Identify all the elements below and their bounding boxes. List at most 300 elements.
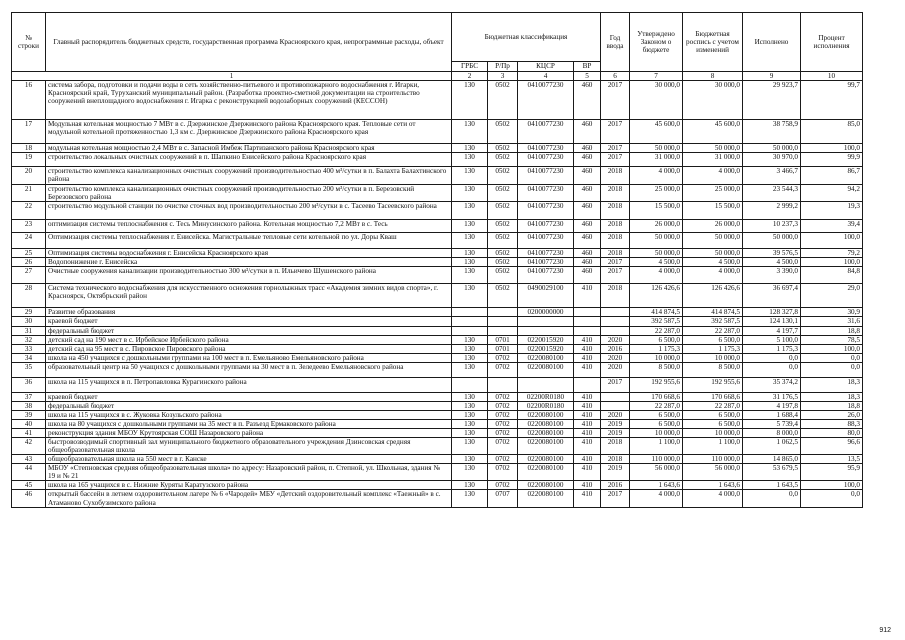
cell-executed: 35 374,2 xyxy=(743,377,801,392)
header-grbs: ГРБС xyxy=(452,62,488,72)
cell-object-name: федеральный бюджет xyxy=(46,326,452,335)
table-row xyxy=(12,490,863,507)
cell-percent: 99,9 xyxy=(801,153,863,167)
table-row xyxy=(12,464,863,481)
header-classification: Бюджетная классификация xyxy=(452,13,601,62)
cell-kcsr: 0410077230 xyxy=(518,258,574,267)
cell-row-number: 43 xyxy=(12,455,46,464)
cell-kcsr: 0220080100 xyxy=(518,419,574,428)
cell-executed: 0,0 xyxy=(743,490,801,507)
cell-year xyxy=(601,401,630,410)
cell-executed: 50 000,0 xyxy=(743,233,801,249)
cell-grbs: 130 xyxy=(452,249,488,258)
cell-object-name: реконструкция здания МБОУ Крутоярская СОШ Назаровского района xyxy=(46,429,452,438)
cell-rpr: 0502 xyxy=(488,81,518,120)
column-number: 4 xyxy=(518,72,574,81)
cell-schedule: 25 000,0 xyxy=(683,185,743,202)
cell-vr: 410 xyxy=(574,481,601,490)
cell-percent: 88,3 xyxy=(801,419,863,428)
cell-grbs: 130 xyxy=(452,490,488,507)
cell-approved: 22 287,0 xyxy=(630,401,683,410)
cell-object-name: строительство комплекса канализационных очистных сооружений производительностью 200 м³/сутки в п. Березовский Березовского района xyxy=(46,185,452,202)
table-header xyxy=(12,13,863,81)
cell-object-name: строительство комплекса канализационных очистных сооружений производительностью 400 м³/сутки в п. Балахта Балахтинского района xyxy=(46,167,452,185)
table-row xyxy=(12,377,863,392)
cell-year: 2019 xyxy=(601,429,630,438)
cell-kcsr: 02200R0180 xyxy=(518,392,574,401)
cell-percent: 99,7 xyxy=(801,81,863,120)
cell-year xyxy=(601,326,630,335)
cell-kcsr: 0220080100 xyxy=(518,438,574,455)
cell-percent: 86,7 xyxy=(801,167,863,185)
cell-row-number: 25 xyxy=(12,249,46,258)
header-name: Главный распорядитель бюджетных средств, государственная программа Красноярского края, непрограммные расходы, объект xyxy=(46,13,452,72)
cell-year: 2018 xyxy=(601,284,630,308)
cell-vr: 460 xyxy=(574,120,601,144)
table-row xyxy=(12,410,863,419)
column-number: 2 xyxy=(452,72,488,81)
cell-year: 2017 xyxy=(601,490,630,507)
cell-schedule: 414 874,5 xyxy=(683,308,743,317)
cell-executed: 124 130,1 xyxy=(743,317,801,326)
cell-object-name: краевой бюджет xyxy=(46,317,452,326)
cell-year: 2019 xyxy=(601,419,630,428)
cell-row-number: 32 xyxy=(12,335,46,344)
cell-schedule: 1 643,6 xyxy=(683,481,743,490)
cell-row-number: 44 xyxy=(12,464,46,481)
cell-schedule: 392 587,5 xyxy=(683,317,743,326)
cell-rpr: 0702 xyxy=(488,455,518,464)
cell-object-name: МБОУ «Степновская средняя общеобразовательная школа» по адресу: Назаровский район, п. Степной, ул. Школьная, здания № 19 и № 21 xyxy=(46,464,452,481)
cell-kcsr: 0410077230 xyxy=(518,167,574,185)
cell-object-name: образовательный центр на 50 учащихся с дошкольными группами на 30 мест в п. Зеледеево Емельяновского района xyxy=(46,362,452,377)
cell-executed: 4 197,7 xyxy=(743,326,801,335)
cell-object-name: Оптимизация системы теплоснабжения г. Енисейска. Магистральные тепловые сети котельной по ул. Доры Кваш xyxy=(46,233,452,249)
table-row xyxy=(12,481,863,490)
cell-year: 2018 xyxy=(601,185,630,202)
cell-vr: 460 xyxy=(574,167,601,185)
table-row xyxy=(12,317,863,326)
cell-rpr: 0702 xyxy=(488,438,518,455)
cell-object-name: общеобразовательная школа на 550 мест в г. Канске xyxy=(46,455,452,464)
cell-rpr: 0502 xyxy=(488,233,518,249)
cell-schedule: 192 955,6 xyxy=(683,377,743,392)
cell-vr: 410 xyxy=(574,362,601,377)
cell-object-name: Водопонижение г. Енисейска xyxy=(46,258,452,267)
cell-vr: 410 xyxy=(574,284,601,308)
cell-percent: 0,0 xyxy=(801,353,863,362)
cell-kcsr: 0220080100 xyxy=(518,490,574,507)
cell-approved: 110 000,0 xyxy=(630,455,683,464)
cell-approved: 45 600,0 xyxy=(630,120,683,144)
table-row xyxy=(12,401,863,410)
cell-schedule: 30 000,0 xyxy=(683,81,743,120)
cell-vr: 460 xyxy=(574,233,601,249)
cell-rpr: 0707 xyxy=(488,490,518,507)
cell-executed: 3 390,0 xyxy=(743,267,801,284)
cell-approved: 6 500,0 xyxy=(630,419,683,428)
cell-year: 2017 xyxy=(601,258,630,267)
cell-grbs: 130 xyxy=(452,353,488,362)
cell-object-name: детский сад на 190 мест в с. Ирбейское Ирбейского района xyxy=(46,335,452,344)
cell-row-number: 39 xyxy=(12,410,46,419)
cell-kcsr: 0220080100 xyxy=(518,464,574,481)
cell-executed: 29 923,7 xyxy=(743,81,801,120)
cell-percent: 79,2 xyxy=(801,249,863,258)
table-row xyxy=(12,419,863,428)
cell-approved: 8 500,0 xyxy=(630,362,683,377)
table-body xyxy=(12,81,863,508)
cell-year xyxy=(601,308,630,317)
cell-row-number: 41 xyxy=(12,429,46,438)
cell-executed: 10 237,3 xyxy=(743,220,801,233)
cell-vr xyxy=(574,326,601,335)
cell-year: 2018 xyxy=(601,233,630,249)
cell-rpr: 0702 xyxy=(488,419,518,428)
cell-row-number: 26 xyxy=(12,258,46,267)
cell-schedule: 15 500,0 xyxy=(683,202,743,220)
cell-kcsr: 0220015920 xyxy=(518,344,574,353)
cell-percent: 29,0 xyxy=(801,284,863,308)
cell-schedule: 50 000,0 xyxy=(683,144,743,153)
cell-vr xyxy=(574,317,601,326)
cell-percent: 18,8 xyxy=(801,326,863,335)
cell-approved: 1 175,3 xyxy=(630,344,683,353)
header-schedule: Бюджетная роспись с учетом изменений xyxy=(683,13,743,72)
cell-approved: 56 000,0 xyxy=(630,464,683,481)
cell-row-number: 23 xyxy=(12,220,46,233)
table-row xyxy=(12,233,863,249)
cell-percent: 18,3 xyxy=(801,377,863,392)
cell-year: 2016 xyxy=(601,481,630,490)
cell-kcsr: 0410077230 xyxy=(518,220,574,233)
cell-object-name: детский сад на 95 мест в с. Пировское Пировского района xyxy=(46,344,452,353)
cell-schedule: 6 500,0 xyxy=(683,410,743,419)
cell-object-name: краевой бюджет xyxy=(46,392,452,401)
cell-year: 2018 xyxy=(601,455,630,464)
cell-executed: 1 062,5 xyxy=(743,438,801,455)
cell-object-name: школа на 165 учащихся в с. Нижние Куряты Каратузского района xyxy=(46,481,452,490)
cell-row-number: 42 xyxy=(12,438,46,455)
cell-percent: 96,6 xyxy=(801,438,863,455)
table-row xyxy=(12,167,863,185)
cell-year: 2017 xyxy=(601,377,630,392)
cell-schedule: 10 000,0 xyxy=(683,353,743,362)
cell-grbs xyxy=(452,326,488,335)
cell-row-number: 33 xyxy=(12,344,46,353)
cell-object-name: федеральный бюджет xyxy=(46,401,452,410)
cell-vr: 410 xyxy=(574,353,601,362)
cell-schedule: 45 600,0 xyxy=(683,120,743,144)
cell-year: 2018 xyxy=(601,438,630,455)
cell-grbs: 130 xyxy=(452,401,488,410)
table-row xyxy=(12,249,863,258)
cell-schedule: 110 000,0 xyxy=(683,455,743,464)
cell-approved: 192 955,6 xyxy=(630,377,683,392)
cell-object-name: Система технического водоснабжения для искусственного оснежения горнолыжных трасс «Академия зимних видов спорта», г. Красноярск, Октябрьский район xyxy=(46,284,452,308)
cell-executed: 1 175,3 xyxy=(743,344,801,353)
cell-object-name: быстровозводимый спортивный зал муниципального бюджетного образовательного учреждения Дзинсовская средняя общеобразовательная школа xyxy=(46,438,452,455)
cell-year: 2017 xyxy=(601,81,630,120)
cell-rpr: 0502 xyxy=(488,144,518,153)
cell-year: 2019 xyxy=(601,464,630,481)
cell-percent: 85,0 xyxy=(801,120,863,144)
cell-rpr: 0502 xyxy=(488,167,518,185)
cell-object-name: система забора, подготовки и подачи воды в сеть хозяйственно-питьевого и противопожарного водоснабжения г. Игарки, Красноярский край, Туруханский муниципальный район. (Разработка проектно-сметной документации на строительство сооружений внеплощадного водоснабжения г. Игарка с реконструкцией водозаборных сооружений (КЕССОН) xyxy=(46,81,452,120)
cell-kcsr: 0220080100 xyxy=(518,481,574,490)
cell-vr: 460 xyxy=(574,220,601,233)
cell-executed: 4 197,8 xyxy=(743,401,801,410)
cell-object-name: оптимизация системы теплоснабжения с. Тесь Минусинского района. Котельная мощностью 7,2 МВт в с. Тесь xyxy=(46,220,452,233)
cell-vr: 460 xyxy=(574,144,601,153)
column-number-row xyxy=(12,72,863,81)
cell-kcsr: 0410077230 xyxy=(518,267,574,284)
table-row xyxy=(12,326,863,335)
cell-grbs: 130 xyxy=(452,438,488,455)
column-number: 7 xyxy=(630,72,683,81)
cell-rpr: 0502 xyxy=(488,284,518,308)
cell-executed: 0,0 xyxy=(743,353,801,362)
table-row xyxy=(12,438,863,455)
cell-grbs: 130 xyxy=(452,344,488,353)
column-number: 1 xyxy=(12,72,452,81)
header-row-number: № строки xyxy=(12,13,46,72)
cell-kcsr: 0410077230 xyxy=(518,233,574,249)
cell-vr: 460 xyxy=(574,267,601,284)
column-number: 9 xyxy=(743,72,801,81)
cell-percent: 84,8 xyxy=(801,267,863,284)
table-row xyxy=(12,335,863,344)
table-row xyxy=(12,344,863,353)
cell-percent: 100,0 xyxy=(801,144,863,153)
cell-vr: 410 xyxy=(574,401,601,410)
cell-row-number: 16 xyxy=(12,81,46,120)
table-row xyxy=(12,267,863,284)
cell-object-name: школа на 115 учащихся в п. Петропавловка Курагинского района xyxy=(46,377,452,392)
header-year: Год ввода xyxy=(601,13,630,72)
cell-percent: 31,6 xyxy=(801,317,863,326)
cell-schedule: 4 000,0 xyxy=(683,490,743,507)
cell-vr: 460 xyxy=(574,249,601,258)
cell-object-name: школа на 450 учащихся с дошкольными группами на 100 мест в п. Емельяново Емельяновского района xyxy=(46,353,452,362)
table-row xyxy=(12,220,863,233)
cell-kcsr: 0410077230 xyxy=(518,185,574,202)
cell-grbs: 130 xyxy=(452,81,488,120)
table-row xyxy=(12,455,863,464)
cell-percent: 78,5 xyxy=(801,335,863,344)
table-row xyxy=(12,185,863,202)
cell-schedule: 170 668,6 xyxy=(683,392,743,401)
column-number: 8 xyxy=(683,72,743,81)
cell-approved: 6 500,0 xyxy=(630,335,683,344)
cell-executed: 1 643,5 xyxy=(743,481,801,490)
cell-grbs: 130 xyxy=(452,185,488,202)
cell-kcsr: 0410077230 xyxy=(518,202,574,220)
cell-schedule: 22 287,0 xyxy=(683,401,743,410)
cell-object-name: строительство модульной станции по очистке сточных вод производительностью 200 м³/сутки в с. Тасеево Тасеевского района xyxy=(46,202,452,220)
cell-vr: 460 xyxy=(574,153,601,167)
cell-year: 2020 xyxy=(601,362,630,377)
cell-kcsr: 0220015920 xyxy=(518,335,574,344)
cell-year: 2020 xyxy=(601,335,630,344)
cell-row-number: 21 xyxy=(12,185,46,202)
cell-rpr: 0502 xyxy=(488,258,518,267)
cell-row-number: 18 xyxy=(12,144,46,153)
header-kcsr: КЦСР xyxy=(518,62,574,72)
cell-schedule: 126 426,6 xyxy=(683,284,743,308)
cell-rpr: 0502 xyxy=(488,120,518,144)
cell-percent: 100,0 xyxy=(801,344,863,353)
cell-approved: 414 874,5 xyxy=(630,308,683,317)
cell-vr: 460 xyxy=(574,81,601,120)
cell-vr: 410 xyxy=(574,429,601,438)
cell-executed: 50 000,0 xyxy=(743,144,801,153)
cell-kcsr: 02200R0180 xyxy=(518,401,574,410)
cell-grbs: 130 xyxy=(452,392,488,401)
cell-rpr: 0502 xyxy=(488,267,518,284)
cell-vr: 460 xyxy=(574,185,601,202)
cell-year: 2016 xyxy=(601,344,630,353)
cell-percent: 18,3 xyxy=(801,392,863,401)
cell-approved: 31 000,0 xyxy=(630,153,683,167)
header-vr: ВР xyxy=(574,62,601,72)
cell-grbs: 130 xyxy=(452,267,488,284)
cell-row-number: 38 xyxy=(12,401,46,410)
document-sheet xyxy=(11,12,862,508)
cell-grbs: 130 xyxy=(452,429,488,438)
cell-grbs: 130 xyxy=(452,220,488,233)
cell-year: 2017 xyxy=(601,267,630,284)
cell-approved: 126 426,6 xyxy=(630,284,683,308)
cell-row-number: 24 xyxy=(12,233,46,249)
cell-row-number: 28 xyxy=(12,284,46,308)
cell-approved: 26 000,0 xyxy=(630,220,683,233)
cell-grbs: 130 xyxy=(452,144,488,153)
cell-approved: 10 000,0 xyxy=(630,429,683,438)
cell-approved: 4 000,0 xyxy=(630,167,683,185)
cell-row-number: 31 xyxy=(12,326,46,335)
cell-executed: 31 176,5 xyxy=(743,392,801,401)
cell-schedule: 10 000,0 xyxy=(683,429,743,438)
cell-kcsr xyxy=(518,326,574,335)
cell-object-name: школа на 115 учащихся в с. Жуковка Козульского района xyxy=(46,410,452,419)
cell-vr: 410 xyxy=(574,419,601,428)
cell-percent: 94,2 xyxy=(801,185,863,202)
table-row xyxy=(12,144,863,153)
cell-percent: 39,4 xyxy=(801,220,863,233)
table-row xyxy=(12,308,863,317)
cell-schedule: 22 287,0 xyxy=(683,326,743,335)
cell-year xyxy=(601,317,630,326)
cell-rpr: 0502 xyxy=(488,185,518,202)
cell-schedule: 4 500,0 xyxy=(683,258,743,267)
cell-row-number: 17 xyxy=(12,120,46,144)
cell-rpr: 0502 xyxy=(488,220,518,233)
cell-row-number: 46 xyxy=(12,490,46,507)
cell-grbs: 130 xyxy=(452,233,488,249)
cell-kcsr xyxy=(518,317,574,326)
cell-rpr: 0702 xyxy=(488,401,518,410)
table-row xyxy=(12,81,863,120)
cell-grbs: 130 xyxy=(452,258,488,267)
cell-row-number: 45 xyxy=(12,481,46,490)
cell-schedule: 31 000,0 xyxy=(683,153,743,167)
cell-percent: 30,9 xyxy=(801,308,863,317)
cell-object-name: модульная котельная мощностью 2,4 МВт в с. Запасной Имбеж Партизанского района Красноярского края xyxy=(46,144,452,153)
cell-vr: 410 xyxy=(574,490,601,507)
cell-vr: 410 xyxy=(574,392,601,401)
cell-vr xyxy=(574,308,601,317)
cell-object-name: строительство локальных очистных сооружений в п. Шапкино Енисейского района Красноярского края xyxy=(46,153,452,167)
cell-object-name: Модульная котельная мощностью 7 МВт в с. Дзержинское Дзержинского района Красноярского края. Тепловые сети от модульной котельной протяженностью 1,3 км с. Дзержинское Дзержинского района Красноярского края xyxy=(46,120,452,144)
cell-executed: 30 970,0 xyxy=(743,153,801,167)
cell-executed: 38 758,9 xyxy=(743,120,801,144)
cell-rpr: 0701 xyxy=(488,344,518,353)
cell-grbs: 130 xyxy=(452,167,488,185)
cell-approved: 6 500,0 xyxy=(630,410,683,419)
header-approved: Утверждено Законом о бюджете xyxy=(630,13,683,72)
cell-kcsr: 0220080100 xyxy=(518,353,574,362)
cell-kcsr: 0410077230 xyxy=(518,144,574,153)
column-number: 3 xyxy=(488,72,518,81)
cell-approved: 50 000,0 xyxy=(630,233,683,249)
cell-grbs: 130 xyxy=(452,455,488,464)
cell-schedule: 50 000,0 xyxy=(683,249,743,258)
cell-rpr: 0702 xyxy=(488,410,518,419)
cell-year: 2018 xyxy=(601,220,630,233)
cell-approved: 4 000,0 xyxy=(630,267,683,284)
cell-rpr: 0702 xyxy=(488,362,518,377)
cell-executed: 53 679,5 xyxy=(743,464,801,481)
cell-row-number: 20 xyxy=(12,167,46,185)
cell-approved: 4 000,0 xyxy=(630,490,683,507)
table-row xyxy=(12,120,863,144)
cell-vr: 410 xyxy=(574,344,601,353)
table-row xyxy=(12,353,863,362)
cell-grbs: 130 xyxy=(452,335,488,344)
cell-approved: 1 643,6 xyxy=(630,481,683,490)
cell-schedule: 4 000,0 xyxy=(683,167,743,185)
cell-kcsr xyxy=(518,377,574,392)
cell-percent: 13,5 xyxy=(801,455,863,464)
cell-row-number: 19 xyxy=(12,153,46,167)
cell-year xyxy=(601,392,630,401)
cell-percent: 100,0 xyxy=(801,481,863,490)
cell-executed: 39 576,5 xyxy=(743,249,801,258)
cell-object-name: Очистные сооружения канализации производительностью 300 м³/сутки в п. Ильичево Шушенского района xyxy=(46,267,452,284)
cell-schedule: 6 500,0 xyxy=(683,419,743,428)
cell-object-name: Развитие образования xyxy=(46,308,452,317)
cell-executed: 8 000,0 xyxy=(743,429,801,438)
cell-approved: 10 000,0 xyxy=(630,353,683,362)
cell-rpr: 0702 xyxy=(488,481,518,490)
cell-approved: 50 000,0 xyxy=(630,144,683,153)
cell-row-number: 22 xyxy=(12,202,46,220)
cell-executed: 23 544,3 xyxy=(743,185,801,202)
cell-approved: 1 100,0 xyxy=(630,438,683,455)
cell-schedule: 4 000,0 xyxy=(683,267,743,284)
cell-rpr: 0702 xyxy=(488,464,518,481)
cell-object-name: открытый бассейн в летнем оздоровительном лагере № 6 «Чародей» МБУ «Детский оздоровительный комплекс «Таежный» в с. Атаманово Сухобузимского района xyxy=(46,490,452,507)
cell-executed: 0,0 xyxy=(743,362,801,377)
cell-rpr: 0702 xyxy=(488,353,518,362)
column-number: 6 xyxy=(601,72,630,81)
cell-executed: 4 500,0 xyxy=(743,258,801,267)
cell-row-number: 30 xyxy=(12,317,46,326)
cell-kcsr: 0490029100 xyxy=(518,284,574,308)
cell-grbs xyxy=(452,317,488,326)
table-row xyxy=(12,153,863,167)
